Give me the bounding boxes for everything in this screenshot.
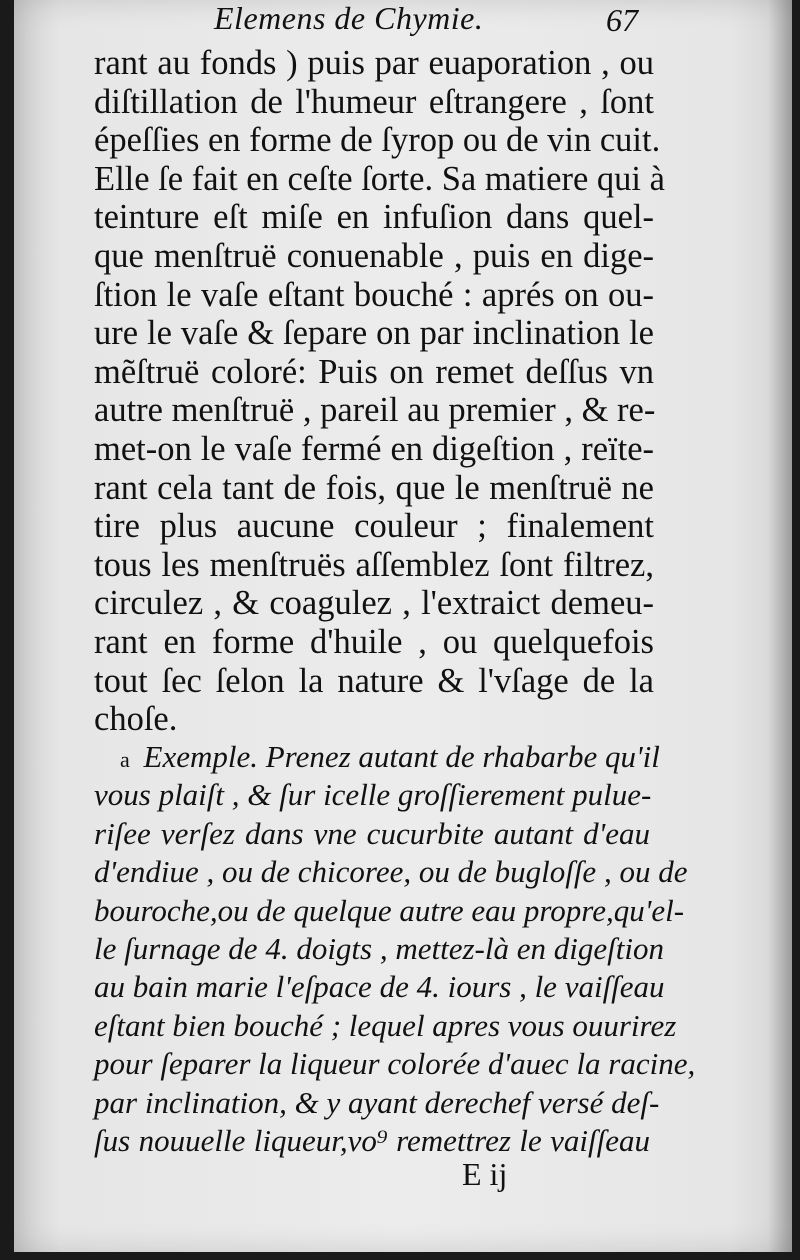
example-line: au bain marie l'eſpace de 4. iours , le vaiſſeau — [94, 969, 665, 1005]
example-line: d'endiue , ou de chicoree, ou de bugloſſe , ou de — [94, 854, 688, 890]
running-head: Elemens de Chymie. — [214, 0, 484, 36]
example-paragraph — [94, 738, 696, 1160]
page-edge-shadow — [768, 0, 792, 1252]
example-line: par inclination, & y ayant derechef versé deſ- — [94, 1084, 660, 1120]
text-line: épeſſies en forme de ſyrop ou de vin cuit. — [94, 121, 661, 160]
text-line: rant cela tant de fois, que le menſtruë ne — [94, 468, 654, 507]
text-line: tout ſec ſelon la nature & l'vſage de la — [94, 661, 654, 700]
text-line: circulez , & coagulez , l'extraict demeu- — [94, 584, 654, 623]
text-line: tous les menſtruës aſſemblez ſont filtrez, — [94, 545, 654, 584]
example-line: pour ſeparer la liqueur colorée d'auec la racine, — [94, 1046, 696, 1082]
text-line: ure le vaſe & ſepare on par inclination le — [94, 314, 654, 353]
example-first-line-text: Prenez autant de rhabarbe qu'il — [265, 739, 660, 774]
text-line: tire plus aucune couleur ; finalement — [94, 507, 654, 546]
example-line: riſee verſez dans vne cucurbite autant d'eau — [94, 815, 650, 851]
text-line: rant en forme d'huile , ou quelquefois — [94, 622, 654, 661]
example-line: le ſurnage de 4. doigts , mettez-là en digeſtion — [94, 930, 664, 966]
page-number: 67 — [606, 2, 638, 38]
example-line: ſus nouuelle liqueur,vo⁹ remettrez le vaiſſeau — [94, 1122, 650, 1158]
example-line: eſtant bien bouché ; lequel apres vous ouurirez — [94, 1007, 677, 1043]
text-line: teinture eſt miſe en infuſion dans quel- — [94, 198, 654, 237]
text-line: diſtillation de l'humeur eſtrangere , ſont — [94, 82, 654, 121]
text-line: mẽſtruë coloré: Puis on remet deſſus vn — [94, 352, 654, 391]
text-line: autre menſtruë , pareil au premier , & re- — [94, 391, 656, 430]
main-paragraph — [94, 44, 665, 739]
example-first-line — [94, 738, 660, 776]
example-line: vous plaiſt , & ſur icelle groſſierement pulue- — [94, 777, 652, 813]
text-line: met-on le vaſe fermé en digeſtion , reïte- — [94, 429, 654, 468]
note-marker: a — [120, 747, 130, 772]
text-line: Elle ſe fait en ceſte ſorte. Sa matiere qui à — [94, 159, 665, 198]
example-line: bouroche,ou de quelque autre eau propre,qu'el- — [94, 892, 685, 928]
book-page — [14, 0, 792, 1252]
signature-mark: E ij — [462, 1156, 508, 1192]
text-line: ſtion le vaſe eſtant bouché : aprés on ou- — [94, 275, 654, 314]
text-line: que menſtruë conuenable , puis en dige- — [94, 236, 654, 275]
example-label: Exemple. — [143, 739, 258, 774]
text-line: rant au fonds ) puis par euaporation , ou — [94, 44, 654, 82]
text-line: choſe. — [94, 700, 178, 739]
